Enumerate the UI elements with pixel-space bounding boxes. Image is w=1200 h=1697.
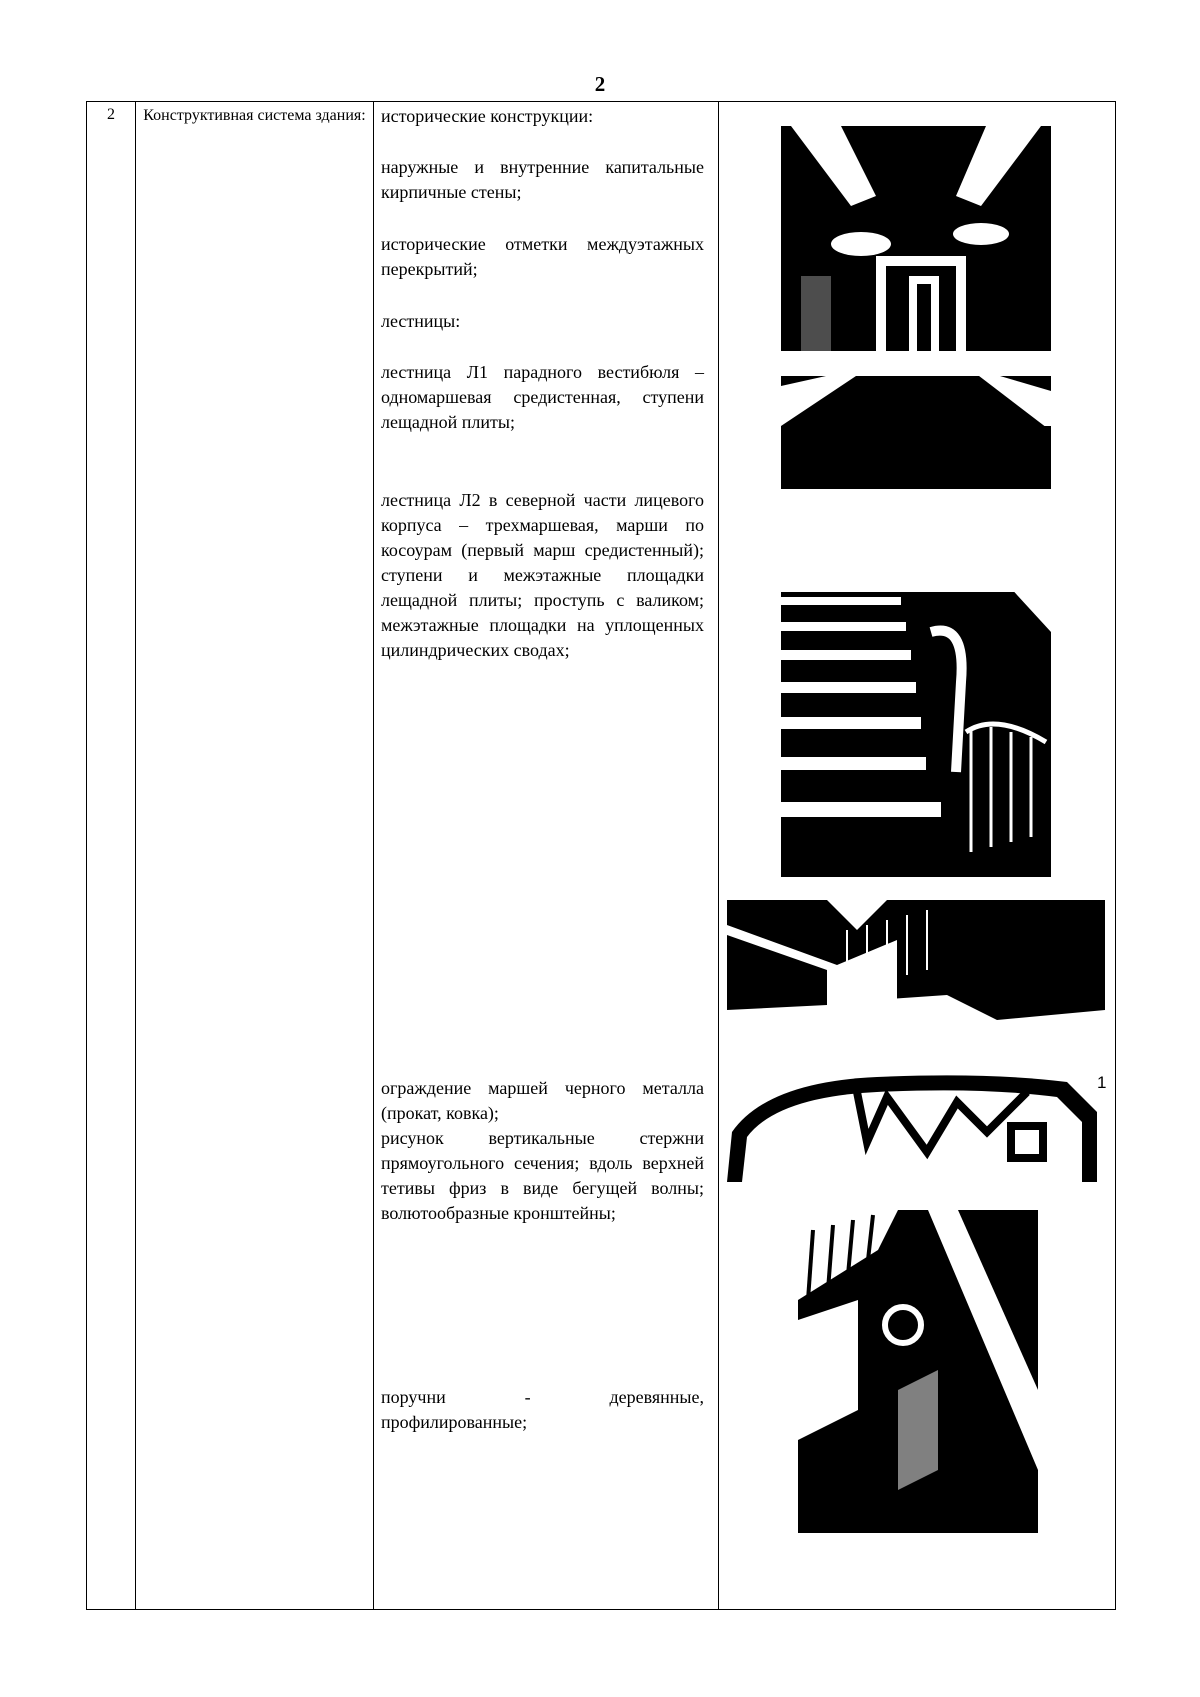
vestibule-photo: [781, 126, 1051, 489]
staircase-l2-photo: [781, 512, 1051, 877]
paragraph-handrail: поручни - деревянные, профилированные;: [381, 1387, 704, 1432]
paragraph-walls: наружные и внутренние капитальные кирпичные стены;: [381, 157, 704, 202]
paragraph-stairs: лестницы:: [381, 311, 461, 331]
paragraph-stair-l1: лестница Л1 парадного вестибюля – одномаршевая средистенная, ступени лещадной плиты;: [381, 362, 704, 432]
row-number: 2: [87, 102, 136, 1610]
page-number: 2: [594, 72, 606, 96]
railing-frieze-photo: [727, 1072, 1097, 1182]
paragraph-historic: исторические конструкции:: [381, 106, 594, 126]
paragraph-railing-pattern: рисунок вертикальные стержни прямоугольного сечения; вдоль верхней тетивы фриз в виде бегущей волны; волютообразные кронштейны;: [381, 1128, 704, 1223]
photo-mark: 1: [1097, 1073, 1107, 1092]
paragraph-stair-l2: лестница Л2 в северной части лицевого корпуса – трехмаршевая, марши по косоурам (первый марш средистенный); ступени и межэтажные площадки лещадной плиты; проступь с валиком; межэтажные площадки на уплощенных цилиндрических сводах;: [381, 490, 704, 660]
stair-flight-photo: [727, 900, 1105, 1045]
paragraph-floor-levels: исторические отметки междуэтажных перекрытий;: [381, 234, 704, 279]
row-title: Конструктивная система здания:: [136, 102, 374, 1610]
handrail-photo: [798, 1210, 1038, 1533]
paragraph-railing: ограждение маршей черного металла (прокат, ковка);: [381, 1078, 704, 1123]
